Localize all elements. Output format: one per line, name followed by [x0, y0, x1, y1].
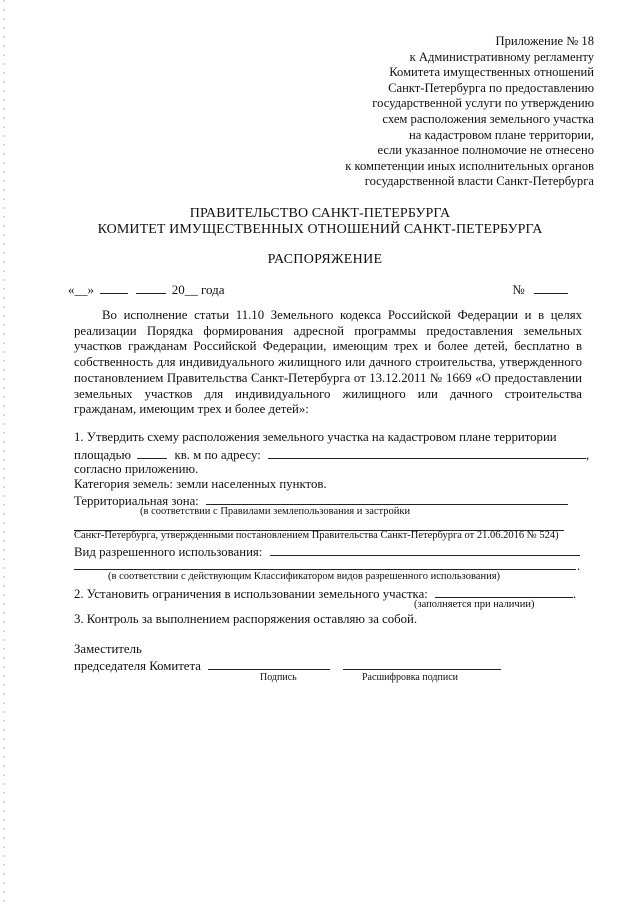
appendix-line: если указанное полномочие не отнесено: [377, 143, 594, 158]
zone-note: (в соответствии с Правилами землепользования и застройки: [140, 506, 411, 517]
date-month-blank-2: [136, 281, 166, 294]
use-blank: [270, 543, 580, 556]
appendix-line: на кадастровом плане территории,: [409, 127, 594, 142]
date-year-field: 20__ года: [171, 282, 225, 297]
signature-decode-label: Расшифровка подписи: [362, 672, 458, 683]
number-label: №: [512, 282, 525, 297]
address-blank: [268, 446, 586, 459]
area-prefix: площадью: [74, 448, 132, 462]
signature-title-1: Заместитель: [74, 642, 142, 656]
signature-title-2-text: председателя Комитета: [74, 659, 201, 673]
zone-label: Территориальная зона:: [74, 494, 199, 508]
signature-blank: [208, 657, 330, 670]
appendix-line: к компетенции иных исполнительных органов: [345, 158, 594, 173]
item-1-category: Категория земель: земли населенных пунктов.: [74, 477, 327, 491]
heading-line-1: ПРАВИТЕЛЬСТВО САНКТ-ПЕТЕРБУРГА: [189, 206, 451, 221]
number-blank: [534, 281, 568, 294]
item-2-note: (заполняется при наличии): [414, 599, 535, 610]
order-number-field: [512, 281, 568, 298]
appendix-line: схем расположения земельного участка: [382, 111, 594, 126]
use-row: [74, 543, 580, 560]
item-1-text: 1. Утвердить схему расположения земельного участка на кадастровом плане территории: [74, 430, 557, 444]
preamble-paragraph: Во исполнение статьи 11.10 Земельного кодекса Российской Федерации и в целях реализации Порядка формирования адресной программы предоставления земельных участков гражданам Российской Федерации, имеющим трех и более детей, бесплатно в собственность для индивидуального жилищного или дачного строительства, утвержденного постановлением Правительства Санкт-Петербурга от 13.12.2011 № 1669 «О предоставлении земельных участков для индивидуального жилищного или дачного строительства гражданам, имеющим трех и более детей»:: [74, 308, 582, 417]
date-month-blank-1: [100, 281, 128, 294]
restrictions-period: .: [573, 587, 577, 601]
appendix-line: к Административному регламенту: [409, 49, 594, 64]
appendix-line: Комитета имущественных отношений: [389, 65, 594, 80]
government-heading: [0, 206, 640, 238]
item-1-area-row: [74, 446, 590, 463]
item-3-text: 3. Контроль за выполнением распоряжения оставляю за собой.: [74, 612, 418, 626]
area-suffix: кв. м по адресу:: [174, 448, 261, 462]
signature-block: [74, 642, 584, 702]
appendix-block: [264, 34, 594, 190]
date-number-row: [68, 281, 568, 298]
order-title: РАСПОРЯЖЕНИЕ: [267, 252, 383, 267]
zone-reference-note: Санкт-Петербурга, утвержденными постановлением Правительства Санкт-Петербурга от 21.06.2016 № 524): [74, 530, 559, 541]
signature-decode-blank: [343, 657, 501, 670]
date-day-field: «__»: [68, 282, 94, 297]
restrictions-blank: [435, 585, 573, 598]
address-comma: ,: [585, 448, 590, 462]
appendix-line: Приложение № 18: [495, 34, 594, 48]
item-2-text: 2. Установить ограничения в использовании земельного участка:: [74, 587, 428, 601]
use-end-period: .: [577, 559, 581, 573]
scan-edge-marks: [3, 0, 5, 905]
area-blank: [137, 446, 167, 459]
appendix-line: государственной власти Санкт-Петербурга: [364, 174, 594, 189]
use-label: Вид разрешенного использования:: [74, 545, 263, 559]
use-note: (в соответствии с действующим Классификатором видов разрешенного использования): [108, 571, 501, 582]
use-continuation-line: [74, 569, 576, 570]
item-1-per-annex: согласно приложению.: [74, 462, 199, 476]
appendix-line: Санкт-Петербурга по предоставлению: [388, 80, 594, 95]
appendix-line: государственной услуги по утверждению: [372, 96, 594, 111]
signature-label: Подпись: [260, 672, 297, 683]
zone-blank: [206, 492, 568, 505]
heading-line-2: КОМИТЕТ ИМУЩЕСТВЕННЫХ ОТНОШЕНИЙ САНКТ-ПЕТЕРБУРГА: [97, 222, 543, 237]
